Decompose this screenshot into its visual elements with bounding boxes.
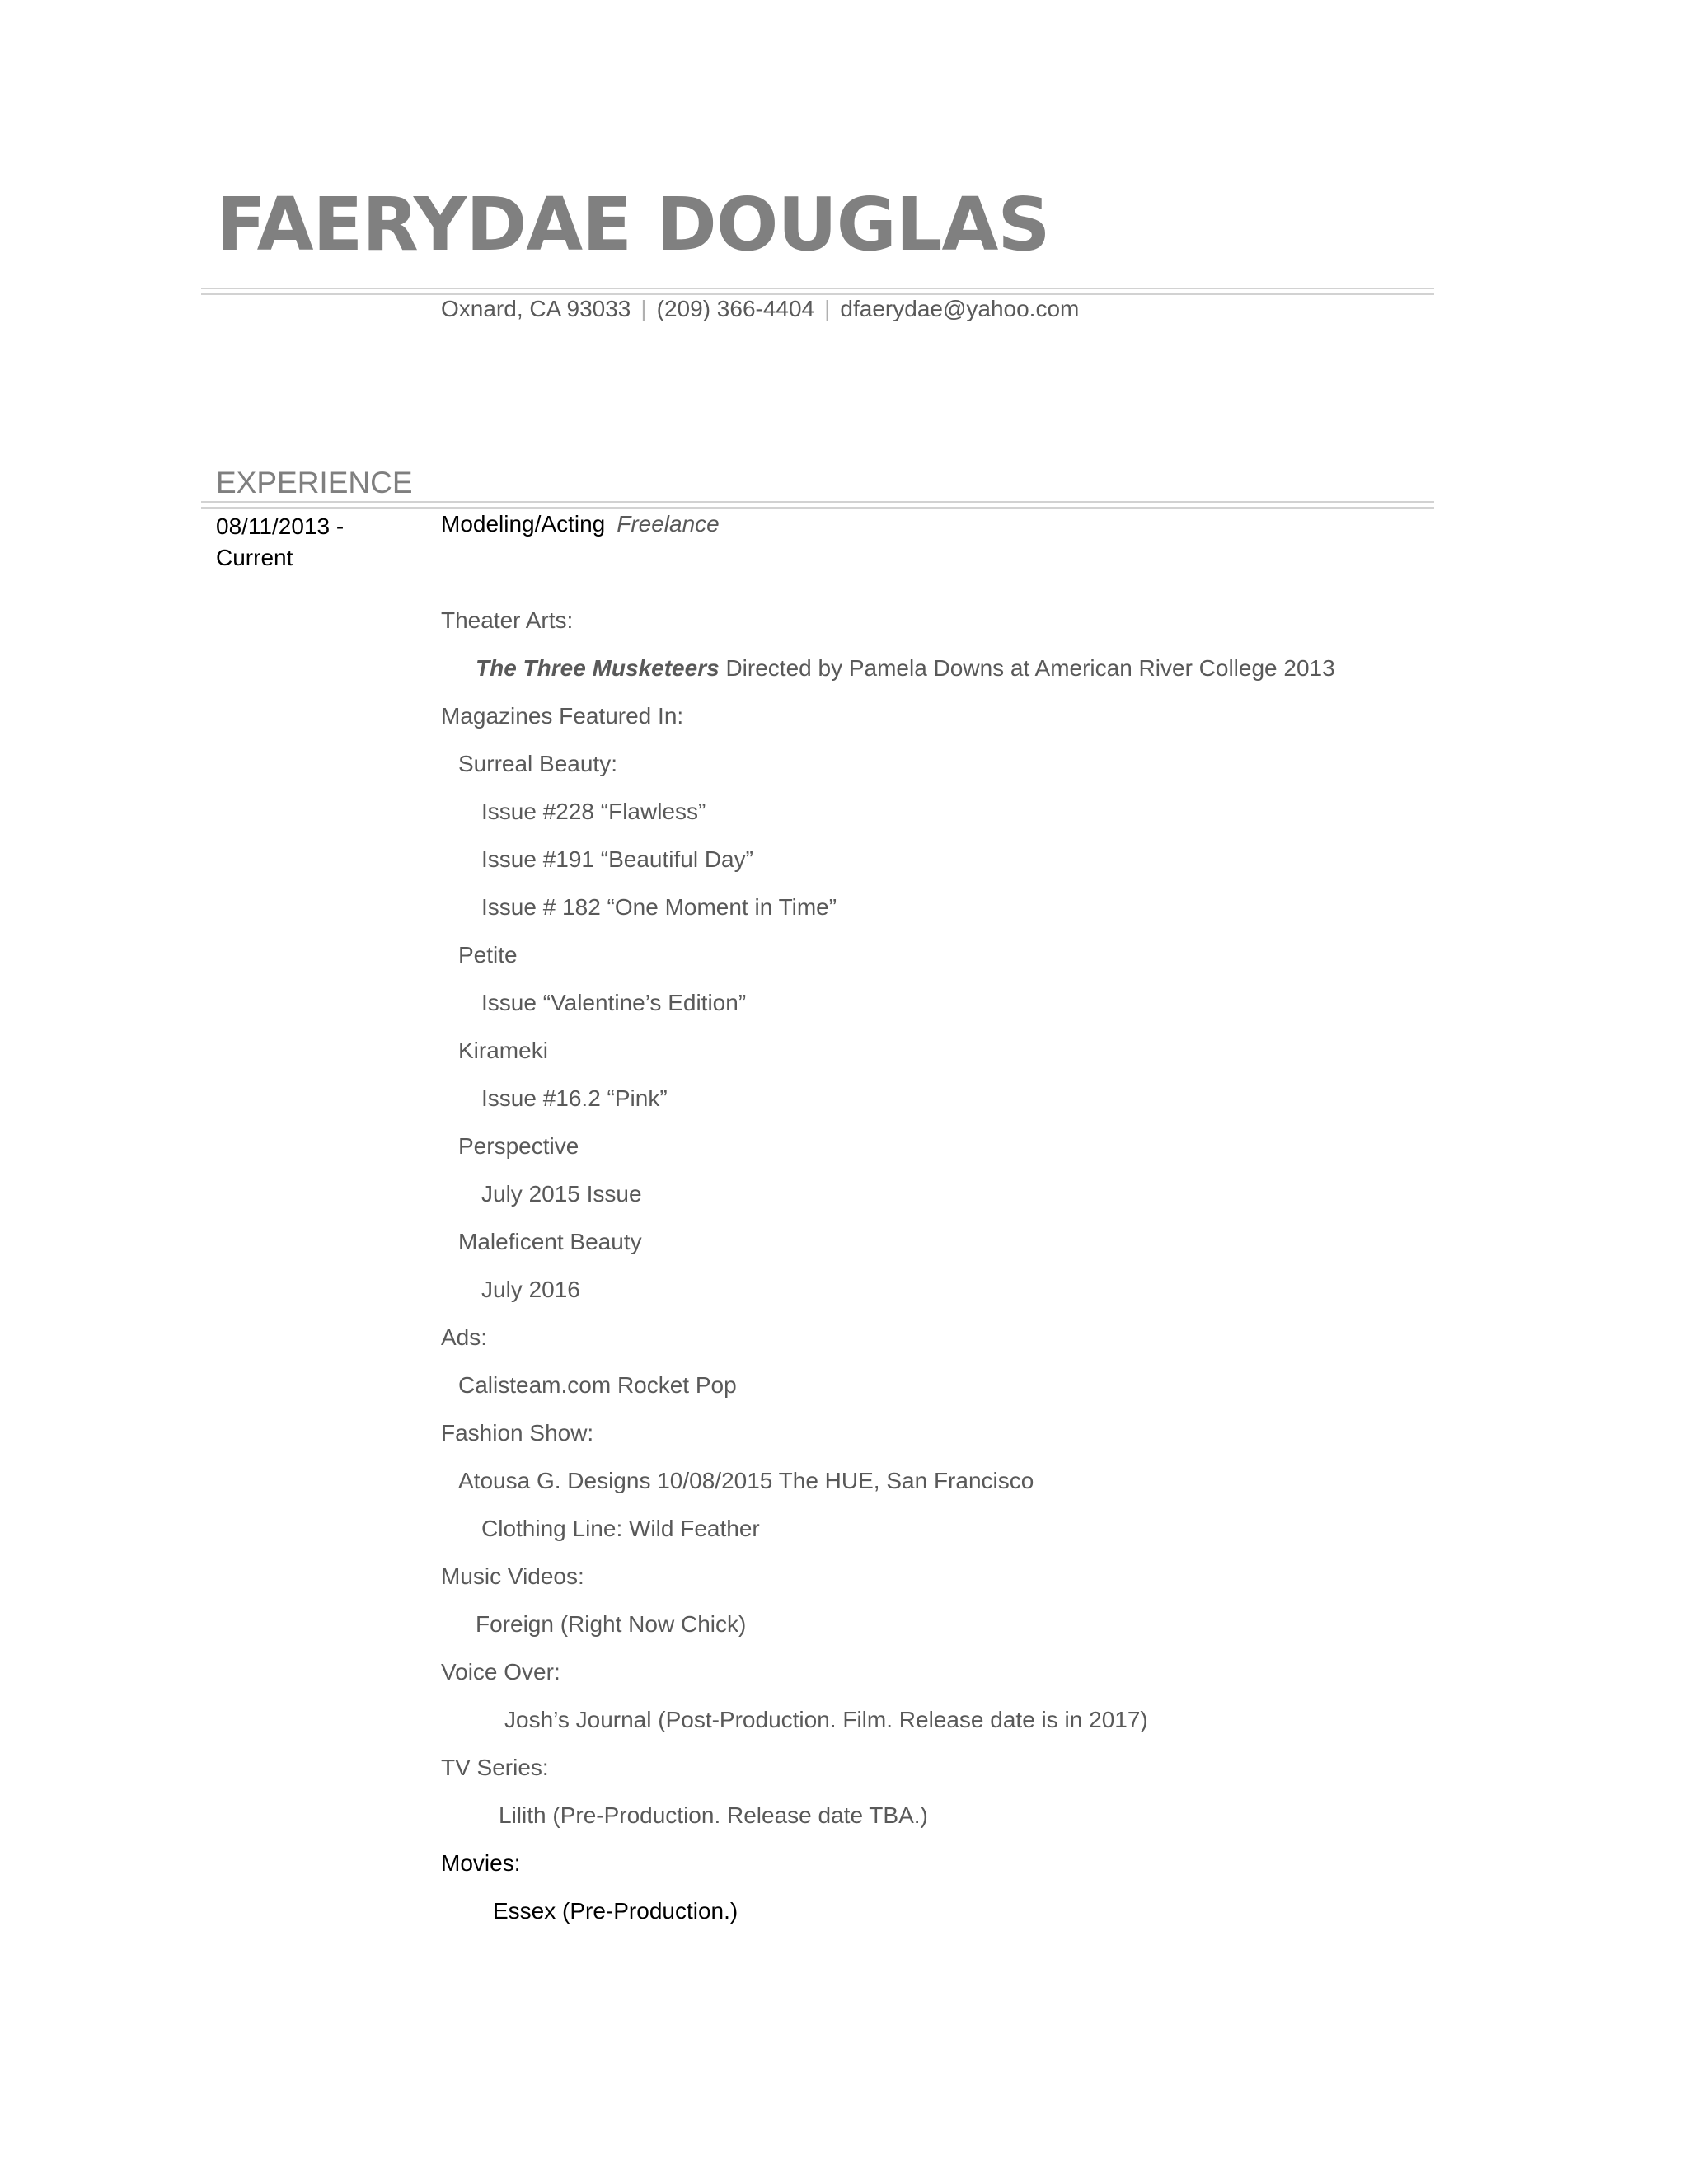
list-item: Issue #16.2 “Pink” <box>481 1085 668 1111</box>
list-item: Ads: <box>441 1324 488 1350</box>
list-item: Issue #191 “Beautiful Day” <box>481 846 753 872</box>
theater-label: Theater Arts: <box>441 607 574 633</box>
header-divider-bottom <box>201 293 1434 295</box>
date-end: Current <box>216 545 293 570</box>
list-item: Surreal Beauty: <box>458 751 617 776</box>
job-title: Modeling/Acting <box>441 511 606 537</box>
resume-name: FAERYDAE DOUGLAS <box>216 181 1050 267</box>
theater-title: The Three Musketeers <box>476 655 720 681</box>
list-item: Voice Over: <box>441 1659 560 1685</box>
experience-dates <box>216 511 344 574</box>
job-company: Freelance <box>617 511 720 537</box>
list-item: Issue # 182 “One Moment in Time” <box>481 894 837 920</box>
header-divider-top <box>201 288 1434 289</box>
list-item: Music Videos: <box>441 1563 584 1589</box>
list-item: Petite <box>458 942 518 968</box>
list-item: Kirameki <box>458 1038 548 1063</box>
list-item: Perspective <box>458 1133 579 1159</box>
contact-separator: | <box>824 296 831 321</box>
theater-detail: Directed by Pamela Downs at American River College 2013 <box>719 655 1335 681</box>
contact-address: Oxnard, CA 93033 <box>441 296 631 321</box>
list-item: Essex (Pre-Production.) <box>493 1898 738 1924</box>
list-item: Foreign (Right Now Chick) <box>476 1611 747 1637</box>
job-header <box>441 511 720 537</box>
theater-entry <box>476 655 1335 682</box>
experience-divider-bottom <box>201 507 1434 509</box>
list-item: July 2016 <box>481 1277 580 1302</box>
list-item: Magazines Featured In: <box>441 703 684 729</box>
contact-email[interactable]: dfaerydae@yahoo.com <box>840 296 1080 321</box>
list-item: Calisteam.com Rocket Pop <box>458 1372 737 1398</box>
list-item: Fashion Show: <box>441 1420 594 1446</box>
list-item: Issue #228 “Flawless” <box>481 799 706 824</box>
list-item: Issue “Valentine’s Edition” <box>481 990 747 1015</box>
list-item: TV Series: <box>441 1755 549 1780</box>
list-item: July 2015 Issue <box>481 1181 642 1207</box>
contact-separator: | <box>640 296 647 321</box>
contact-phone: (209) 366-4404 <box>656 296 815 321</box>
experience-heading: EXPERIENCE <box>216 466 413 499</box>
experience-divider-top <box>201 501 1434 503</box>
list-item: Lilith (Pre-Production. Release date TBA.) <box>499 1802 928 1828</box>
list-item: Maleficent Beauty <box>458 1229 642 1254</box>
contact-info <box>441 296 1079 322</box>
date-start: 08/11/2013 - <box>216 513 345 539</box>
list-item: Josh’s Journal (Post-Production. Film. Release date is in 2017) <box>504 1707 1148 1732</box>
list-item: Clothing Line: Wild Feather <box>481 1516 760 1541</box>
list-item: Movies: <box>441 1850 521 1876</box>
list-item: Atousa G. Designs 10/08/2015 The HUE, San Francisco <box>458 1468 1034 1493</box>
